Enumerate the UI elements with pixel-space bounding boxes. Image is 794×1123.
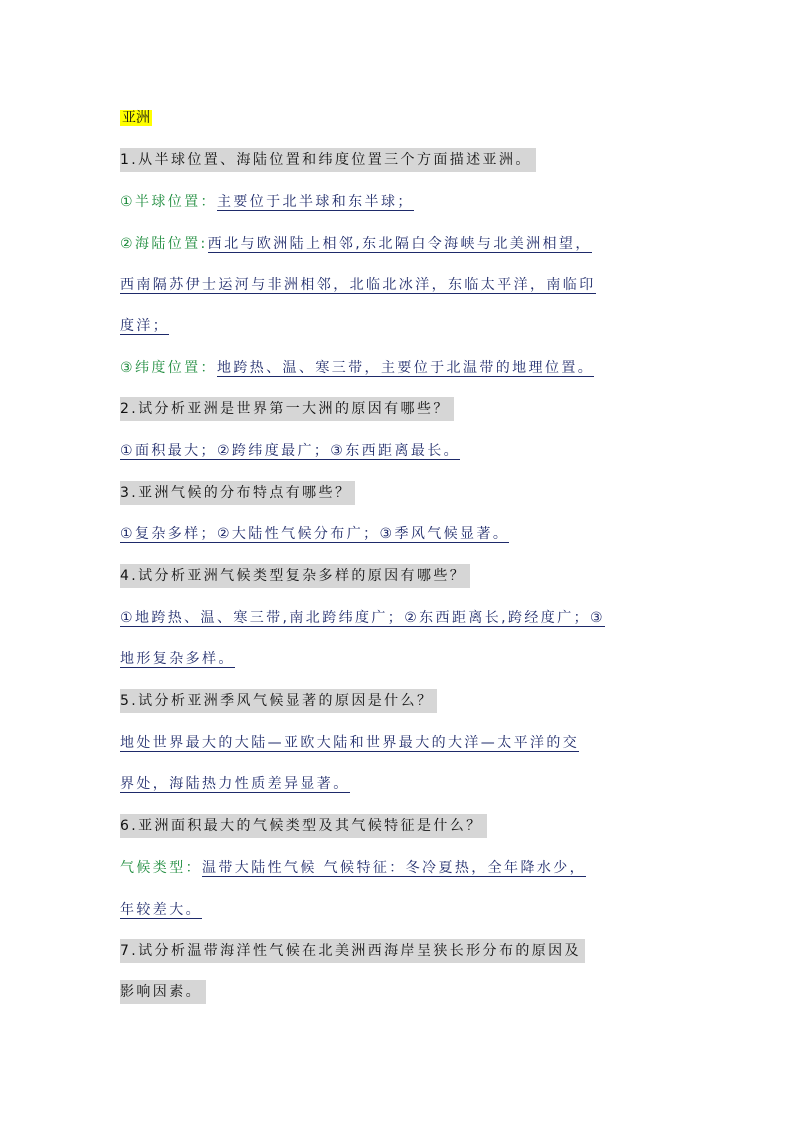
section-heading: 亚洲 [122, 110, 150, 126]
question-3: 3.亚洲气候的分布特点有哪些？ [120, 481, 355, 505]
answer-3: ①复杂多样；②大陆性气候分布广；③季风气候显著。 [120, 526, 510, 542]
answer-3-line [120, 522, 509, 546]
question-7-line-2 [120, 980, 206, 1004]
question-7-line-1 [120, 939, 585, 963]
section-heading-line [120, 106, 152, 130]
question-5: 5.试分析亚洲季风气候显著的原因是什么？ [120, 689, 437, 713]
question-6: 6.亚洲面积最大的气候类型及其气候特征是什么？ [120, 814, 487, 838]
question-1-line [120, 148, 536, 172]
answer-5-line-1 [120, 731, 579, 755]
answer-5-line-2 [120, 772, 350, 796]
answer-2: ①面积最大；②跨纬度最广；③东西距离最长。 [120, 443, 461, 459]
answer-6-line-2 [120, 898, 202, 922]
answer-5-part-1: 地处世界最大的大陆—亚欧大陆和世界最大的大洋—太平洋的交 [120, 735, 580, 751]
question-7-part-1: 7.试分析温带海洋性气候在北美洲西海岸呈狭长形分布的原因及 [120, 939, 585, 963]
question-1: 1.从半球位置、海陆位置和纬度位置三个方面描述亚洲。 [120, 148, 536, 172]
answer-6-line-1 [120, 856, 586, 880]
sea-land-answer-2: 西南隔苏伊士运河与非洲相邻，北临北冰洋，东临太平洋，南临印 [120, 277, 596, 293]
answer-4-line-2 [120, 647, 235, 671]
latitude-answer: 地跨热、温、寒三带，主要位于北温带的地理位置。 [216, 360, 595, 376]
answer-4-line-1 [120, 606, 605, 630]
question-4-line [120, 564, 470, 588]
answer-sea-land-line-2 [120, 273, 596, 297]
climate-type-label: 气候类型： [120, 860, 202, 876]
answer-2-line [120, 439, 460, 463]
hemisphere-answer: 主要位于北半球和东半球； [216, 194, 414, 210]
answer-4-part-1: ①地跨热、温、寒三带,南北跨纬度广；②东西距离长,跨经度广；③ [120, 610, 605, 626]
answer-6-part-1: 温带大陆性气候 气候特征：冬冷夏热，全年降水少， [202, 860, 587, 876]
answer-sea-land-line-1 [120, 232, 592, 256]
question-3-line [120, 481, 355, 505]
question-2-line [120, 397, 454, 421]
answer-4-part-2: 地形复杂多样。 [120, 651, 235, 667]
answer-sea-land-line-3 [120, 314, 169, 338]
question-2: 2.试分析亚洲是世界第一大洲的原因有哪些？ [120, 397, 454, 421]
sea-land-answer-1: 西北与欧洲陆上相邻,东北隔白令海峡与北美洲相望， [207, 236, 592, 252]
question-7-part-2: 影响因素。 [120, 980, 206, 1004]
sea-land-label: ②海陆位置: [120, 236, 208, 252]
question-6-line [120, 814, 487, 838]
answer-hemisphere-line [120, 190, 414, 214]
sea-land-answer-3: 度洋； [120, 318, 170, 334]
question-4: 4.试分析亚洲气候类型复杂多样的原因有哪些？ [120, 564, 470, 588]
question-5-line [120, 689, 437, 713]
latitude-label: ③纬度位置： [120, 360, 217, 376]
hemisphere-label: ①半球位置： [120, 194, 217, 210]
answer-6-part-2: 年较差大。 [120, 902, 202, 918]
answer-5-part-2: 界处，海陆热力性质差异显著。 [120, 776, 350, 792]
answer-latitude-line [120, 356, 594, 380]
